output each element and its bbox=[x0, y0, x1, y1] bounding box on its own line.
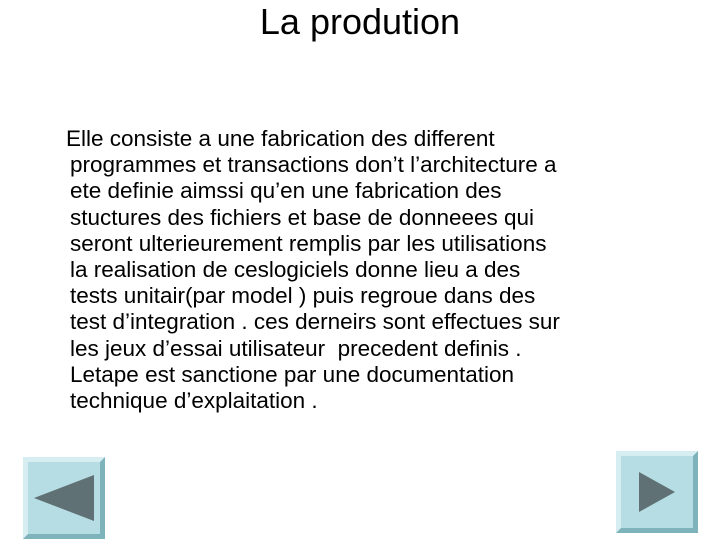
body-line: les jeux d’essai utilisateur precedent definis . bbox=[70, 335, 522, 361]
triangle-right-icon bbox=[637, 470, 677, 514]
next-slide-button[interactable] bbox=[616, 451, 698, 533]
slide-body bbox=[66, 126, 710, 414]
body-line: programmes et transactions don’t l’architecture a bbox=[70, 152, 557, 178]
body-line: stuctures des fichiers et base de donneees qui bbox=[70, 204, 535, 230]
body-line: Letape est sanctione par une documentation bbox=[70, 361, 515, 387]
body-line: Elle consiste a une fabrication des different bbox=[66, 126, 495, 151]
body-line: seront ulterieurement remplis par les utilisations bbox=[70, 230, 547, 256]
body-line: la realisation de ceslogiciels donne lieu a des bbox=[70, 257, 521, 283]
body-line: tests unitair(par model ) puis regroue dans des bbox=[70, 283, 536, 309]
body-line: test d’integration . ces derneirs sont effectues sur bbox=[70, 309, 560, 335]
previous-slide-button[interactable] bbox=[23, 457, 105, 539]
triangle-left-icon bbox=[32, 473, 96, 523]
slide-title: La prodution bbox=[259, 1, 461, 42]
body-line: ete definie aimssi qu’en une fabrication des bbox=[70, 178, 502, 204]
body-line: technique d’explaitation . bbox=[70, 388, 318, 414]
